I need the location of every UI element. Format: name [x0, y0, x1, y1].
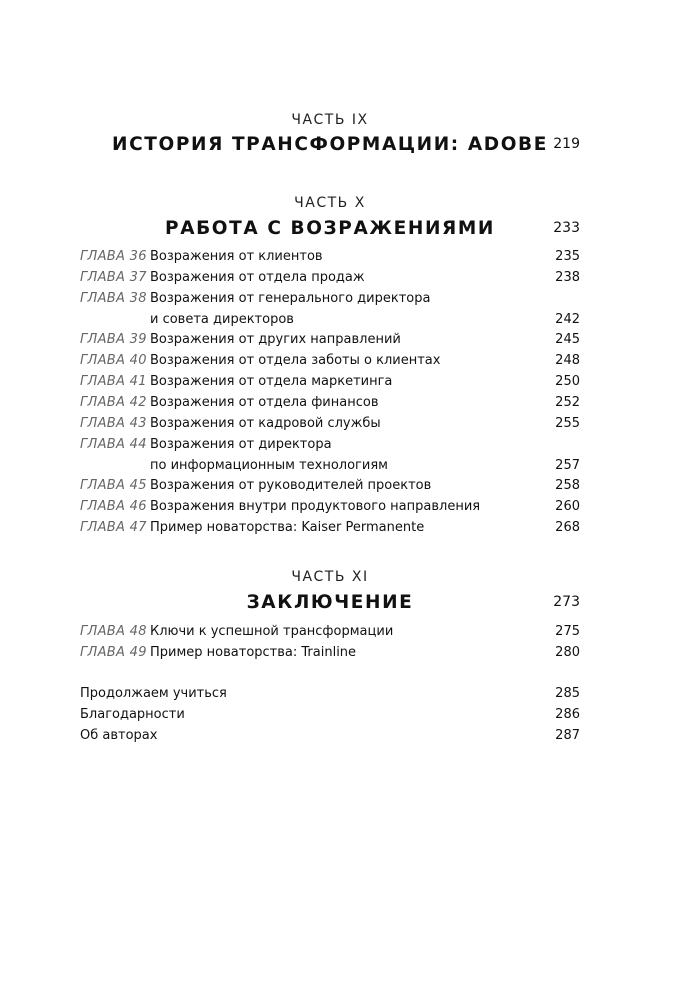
toc-entry[interactable]: [80, 247, 580, 267]
part-heading: [80, 592, 580, 618]
part-page-number: 219: [553, 136, 580, 152]
chapter-title: Возражения от генерального директора: [150, 291, 431, 306]
chapter-title: Возражения от отдела маркетинга: [150, 374, 393, 389]
part-page-number: 233: [553, 220, 580, 236]
toc-entry[interactable]: [80, 414, 580, 434]
part-label: ЧАСТЬ IX: [291, 112, 369, 128]
chapter-number: ГЛАВА 40: [80, 353, 147, 368]
chapter-title-continuation: по информационным технологиям: [150, 458, 388, 473]
toc-entry[interactable]: [80, 476, 580, 496]
toc-entry[interactable]: [80, 268, 580, 288]
chapter-page-number: 248: [555, 353, 580, 368]
chapter-page-number: 258: [555, 478, 580, 493]
toc-entry[interactable]: [80, 518, 580, 538]
chapter-title: Пример новаторства: Kaiser Permanente: [150, 520, 425, 535]
toc-entry[interactable]: [80, 330, 580, 350]
chapter-page-number: 238: [555, 270, 580, 285]
toc-entry[interactable]: [80, 622, 580, 642]
part-label: ЧАСТЬ XI: [291, 569, 369, 585]
toc-entry[interactable]: [80, 435, 580, 455]
chapter-title: Возражения внутри продуктового направления: [150, 499, 481, 514]
chapter-page-number: 242: [555, 312, 580, 327]
chapter-title: Пример новаторства: Trainline: [150, 645, 357, 660]
chapter-number: ГЛАВА 36: [80, 249, 147, 264]
back-matter-entry[interactable]: [80, 684, 580, 704]
chapter-number: ГЛАВА 38: [80, 291, 147, 306]
chapter-page-number: 257: [555, 458, 580, 473]
chapter-page-number: 245: [555, 332, 580, 347]
chapter-number: ГЛАВА 44: [80, 437, 147, 452]
toc-entry-continuation[interactable]: [80, 310, 580, 330]
chapter-number: ГЛАВА 42: [80, 395, 147, 410]
chapter-number: ГЛАВА 39: [80, 332, 147, 347]
chapter-number: ГЛАВА 46: [80, 499, 147, 514]
chapter-title: Возражения от клиентов: [150, 249, 323, 264]
chapter-number: ГЛАВА 48: [80, 624, 147, 639]
part-heading: [80, 218, 580, 244]
chapter-page-number: 255: [555, 416, 580, 431]
part-label: ЧАСТЬ X: [294, 195, 366, 211]
toc-entry[interactable]: [80, 372, 580, 392]
chapter-page-number: 252: [555, 395, 580, 410]
toc-entry[interactable]: [80, 497, 580, 517]
chapter-page-number: 275: [555, 624, 580, 639]
back-matter-title: Продолжаем учиться: [80, 686, 227, 701]
toc-entry[interactable]: [80, 289, 580, 309]
back-matter-page-number: 285: [555, 686, 580, 701]
chapter-title: Возражения от директора: [150, 437, 332, 452]
chapter-title: Возражения от отдела заботы о клиентах: [150, 353, 441, 368]
chapter-title: Возражения от отдела продаж: [150, 270, 365, 285]
toc-entry[interactable]: [80, 643, 580, 663]
chapter-page-number: 250: [555, 374, 580, 389]
chapter-number: ГЛАВА 49: [80, 645, 147, 660]
toc-entry[interactable]: [80, 351, 580, 371]
toc-entry[interactable]: [80, 393, 580, 413]
chapter-title: Возражения от других направлений: [150, 332, 401, 347]
chapter-number: ГЛАВА 43: [80, 416, 147, 431]
chapter-number: ГЛАВА 41: [80, 374, 147, 389]
part-title: ЗАКЛЮЧЕНИЕ: [246, 592, 414, 613]
part-title: ИСТОРИЯ ТРАНСФОРМАЦИИ: ADOBE: [112, 134, 548, 155]
part-heading: [80, 134, 580, 160]
part-title: РАБОТА С ВОЗРАЖЕНИЯМИ: [165, 218, 495, 239]
part-page-number: 273: [553, 594, 580, 610]
chapter-page-number: 280: [555, 645, 580, 660]
chapter-page-number: 260: [555, 499, 580, 514]
chapter-number: ГЛАВА 47: [80, 520, 147, 535]
back-matter-title: Об авторах: [80, 728, 158, 743]
back-matter-page-number: 286: [555, 707, 580, 722]
back-matter-title: Благодарности: [80, 707, 185, 722]
chapter-title: Возражения от отдела финансов: [150, 395, 379, 410]
back-matter-entry[interactable]: [80, 726, 580, 746]
chapter-title: Возражения от кадровой службы: [150, 416, 381, 431]
chapter-page-number: 235: [555, 249, 580, 264]
back-matter-page-number: 287: [555, 728, 580, 743]
chapter-page-number: 268: [555, 520, 580, 535]
chapter-title-continuation: и совета директоров: [150, 312, 294, 327]
chapter-number: ГЛАВА 45: [80, 478, 147, 493]
toc-entry-continuation[interactable]: [80, 456, 580, 476]
back-matter-entry[interactable]: [80, 705, 580, 725]
chapter-title: Ключи к успешной трансформации: [150, 624, 394, 639]
chapter-title: Возражения от руководителей проектов: [150, 478, 432, 493]
chapter-number: ГЛАВА 37: [80, 270, 147, 285]
